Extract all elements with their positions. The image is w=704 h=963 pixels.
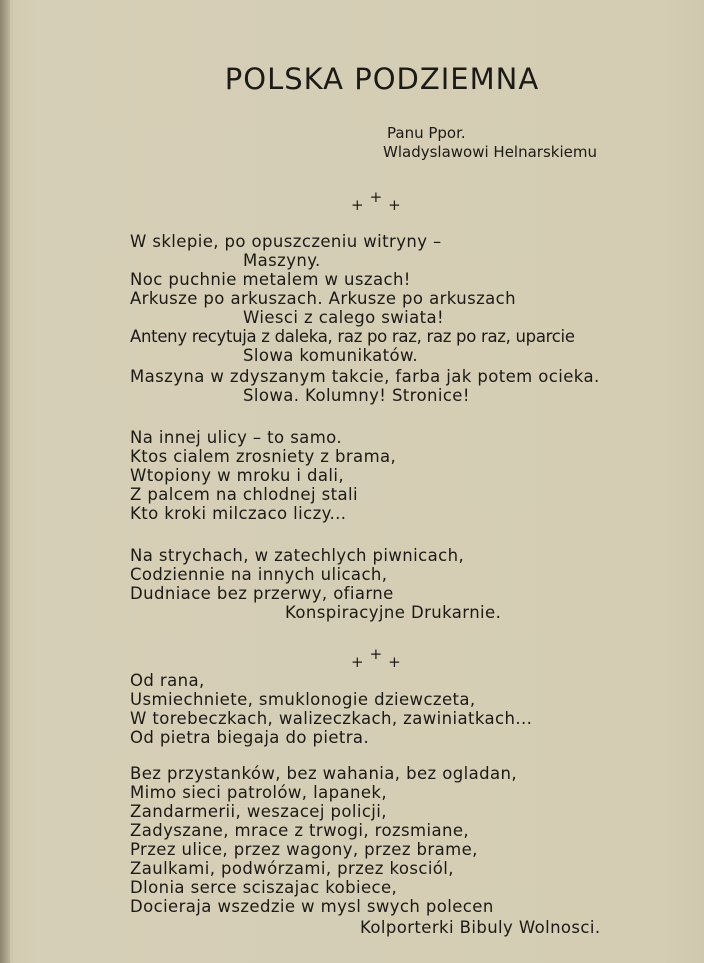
poem-line: Bez przystanków, bez wahania, bez ogladan,	[130, 764, 517, 783]
poem-line: Mimo sieci patrolów, lapanek,	[130, 783, 387, 802]
ornament-mark: +	[351, 196, 370, 214]
poem-line: Arkusze po arkuszach. Arkusze po arkuszach	[130, 289, 516, 308]
poem-line: Maszyna w zdyszanym takcie, farba jak potem ocieka.	[130, 367, 600, 386]
ornament-mark: +	[388, 196, 407, 214]
poem-line: W torebeczkach, walizeczkach, zawiniatkach...	[130, 709, 533, 728]
poem-title: POLSKA PODZIEMNA	[224, 62, 540, 96]
poem-line: Maszyny.	[243, 251, 321, 270]
poem-line: Dlonia serce sciszajac kobiece,	[130, 878, 398, 897]
poem-line: Zadyszane, mrace z trwogi, rozsmiane,	[130, 821, 470, 840]
poem-line: Noc puchnie metalem w uszach!	[130, 270, 411, 289]
poem-line: Slowa. Kolumny! Stronice!	[243, 386, 470, 405]
poem-line: Slowa komunikatów.	[243, 346, 419, 365]
ornament-asterism-2	[351, 645, 407, 671]
ornament-mark: +	[351, 653, 370, 671]
poem-line: Kto kroki milczaco liczy...	[130, 504, 347, 523]
poem-line: Ktos cialem zrosniety z brama,	[130, 447, 397, 466]
ornament-mark: +	[369, 188, 389, 206]
ornament-asterism-1	[351, 188, 407, 214]
poem-line: Z palcem na chlodnej stali	[130, 485, 358, 504]
poem-line: Kolporterki Bibuly Wolnosci.	[360, 918, 601, 937]
poem-line: Na innej ulicy – to samo.	[130, 428, 343, 447]
poem-line: Przez ulice, przez wagony, przez brame,	[130, 840, 478, 859]
poem-line: Usmiechniete, smuklonogie dziewczeta,	[130, 690, 476, 709]
poem-line: Zaulkami, podwórzami, przez kosciól,	[130, 859, 454, 878]
book-spine-shadow	[0, 0, 10, 963]
ornament-mark: +	[388, 653, 407, 671]
poem-line: Codziennie na innych ulicach,	[130, 565, 388, 584]
poem-line: W sklepie, po opuszczeniu witryny –	[130, 232, 442, 251]
dedication	[383, 124, 597, 162]
dedication-line-2: Wladyslawowi Helnarskiemu	[383, 143, 597, 161]
ornament-mark: +	[369, 645, 389, 663]
poem-line: Zandarmerii, weszacej policji,	[130, 802, 387, 821]
poem-line: Wtopiony w mroku i dali,	[130, 466, 345, 485]
poem-line: Docieraja wszedzie w mysl swych polecen	[130, 897, 494, 916]
poem-line: Od rana,	[130, 671, 205, 690]
poem-line: Dudniace bez przerwy, ofiarne	[130, 584, 394, 603]
poem-line: Anteny recytuja z daleka, raz po raz, raz po raz, uparcie	[130, 327, 575, 346]
poem-line: Na strychach, w zatechlych piwnicach,	[130, 546, 465, 565]
poem-line: Konspiracyjne Drukarnie.	[285, 603, 502, 622]
dedication-line-1: Panu Ppor.	[387, 124, 466, 142]
poem-line: Wiesci z calego swiata!	[243, 308, 445, 327]
poem-line: Od pietra biegaja do pietra.	[130, 728, 370, 747]
